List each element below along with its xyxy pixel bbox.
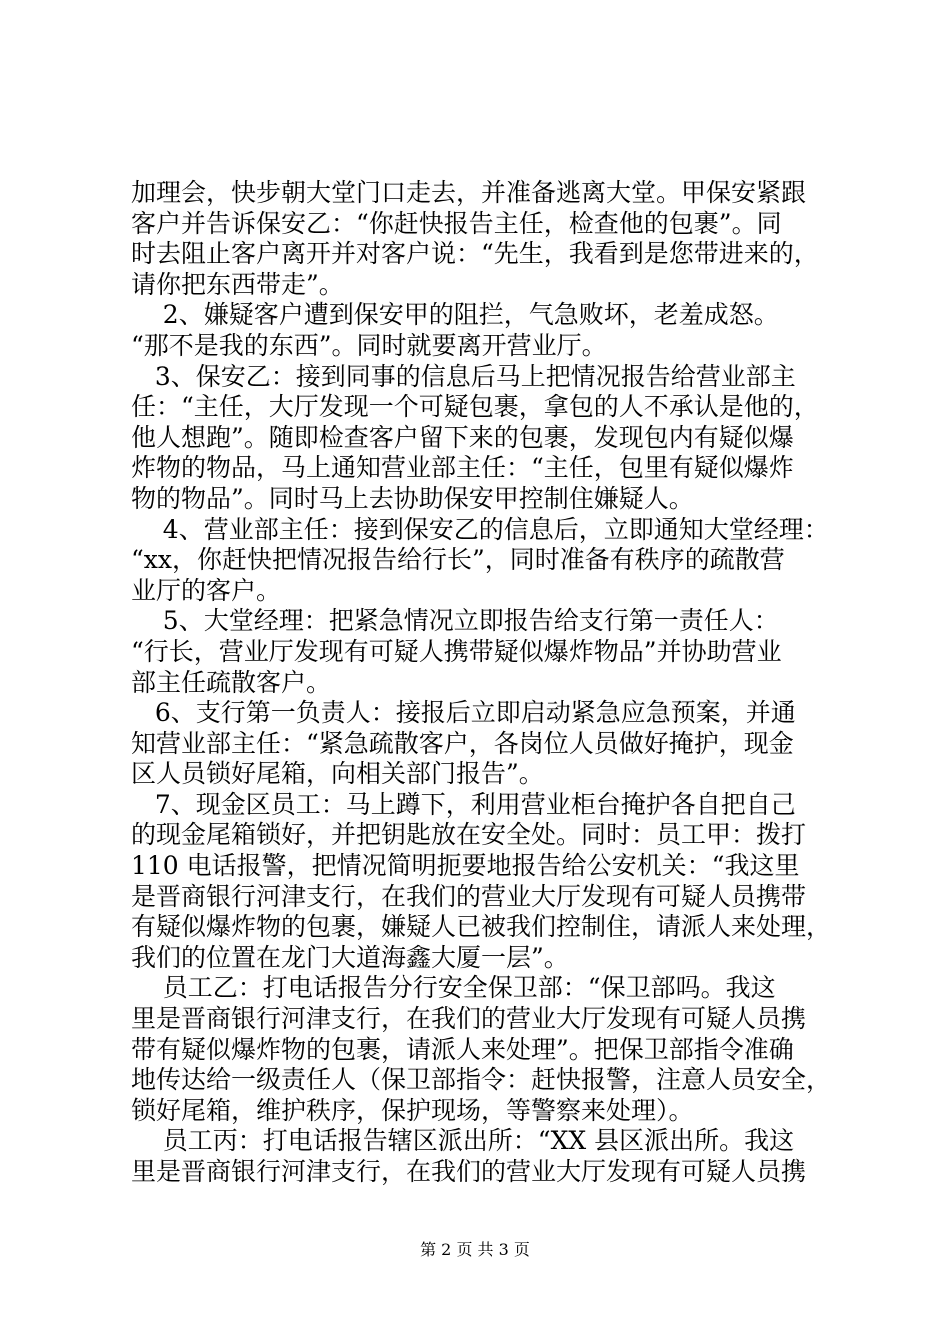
- text-line: 员工丙：打电话报告辖区派出所：“XX 县区派出所。我这: [131, 1126, 795, 1156]
- text-line: 员工乙：打电话报告分行安全保卫部：“保卫部吗。我这: [131, 973, 776, 1003]
- text-line: 任：“主任，大厅发现一个可疑包裹，拿包的人不承认是他的，: [131, 392, 819, 422]
- text-line: 3、保安乙：接到同事的信息后马上把情况报告给营业部主: [131, 361, 796, 391]
- text-line: 他人想跑”。随即检查客户留下来的包裹，发现包内有疑似爆: [131, 422, 794, 452]
- text-line: 我们的位置在龙门大道海鑫大厦一层”。: [131, 942, 569, 972]
- text-line: 的现金尾箱锁好，并把钥匙放在安全处。同时：员工甲：拨打: [131, 820, 807, 850]
- text-line: 部主任疏散客户。: [131, 667, 332, 697]
- text-line: “那不是我的东西”。同时就要离开营业厅。: [131, 330, 607, 360]
- text-line: 110 电话报警，把情况简明扼要地报告给公安机关：“我这里: [131, 851, 800, 881]
- text-line: 物的物品”。同时马上去协助保安甲控制住嫌疑人。: [131, 483, 694, 513]
- text-line: 加理会，快步朝大堂门口走去，并准备逃离大堂。甲保安紧跟: [131, 178, 807, 207]
- text-line: 5、大堂经理：把紧急情况立即报告给支行第一责任人：: [131, 606, 779, 636]
- text-line: 时去阻止客户离开并对客户说：“先生，我看到是您带进来的，: [131, 239, 819, 269]
- text-line: 锁好尾箱，维护秩序，保护现场，等警察来处理）。: [131, 1095, 694, 1125]
- text-line: 2、嫌疑客户遭到保安甲的阻拦，气急败坏，老羞成怒。: [131, 300, 779, 330]
- text-line: 里是晋商银行河津支行，在我们的营业大厅发现有可疑人员携: [131, 1157, 807, 1186]
- text-line: 带有疑似爆炸物的包裹，请派人来处理”。把保卫部指令准确: [131, 1034, 794, 1064]
- text-line: 区人员锁好尾箱，向相关部门报告”。: [131, 759, 544, 789]
- document-body: [131, 178, 831, 1188]
- text-line: 有疑似爆炸物的包裹，嫌疑人已被我们控制住，请派人来处理，: [131, 912, 832, 942]
- text-line: 是晋商银行河津支行，在我们的营业大厅发现有可疑人员携带: [131, 881, 807, 911]
- text-line: 请你把东西带走”。: [131, 269, 344, 299]
- text-line: 炸物的物品，马上通知营业部主任：“主任，包里有疑似爆炸: [131, 453, 794, 483]
- text-line: 里是晋商银行河津支行，在我们的营业大厅发现有可疑人员携: [131, 1004, 807, 1034]
- text-line: 业厅的客户。: [131, 575, 282, 605]
- text-line: 地传达给一级责任人（保卫部指令：赶快报警，注意人员安全，: [131, 1065, 832, 1095]
- page-footer: 第 2 页 共 3 页: [420, 1240, 530, 1259]
- text-line: 7、现金区员工：马上蹲下，利用营业柜台掩护各自把自己: [131, 789, 796, 819]
- text-line: “xx，你赶快把情况报告给行长”，同时准备有秩序的疏散营: [131, 545, 785, 575]
- text-line: 知营业部主任：“紧急疏散客户，各岗位人员做好掩护，现金: [131, 728, 794, 758]
- text-line: 4、营业部主任：接到保安乙的信息后，立即通知大堂经理：: [131, 514, 829, 544]
- text-line: 6、支行第一负责人：接报后立即启动紧急应急预案，并通: [131, 698, 796, 728]
- text-line: 客户并告诉保安乙：“你赶快报告主任，检查他的包裹”。同: [131, 208, 782, 238]
- text-line: “行长，营业厅发现有可疑人携带疑似爆炸物品”并协助营业: [131, 636, 782, 666]
